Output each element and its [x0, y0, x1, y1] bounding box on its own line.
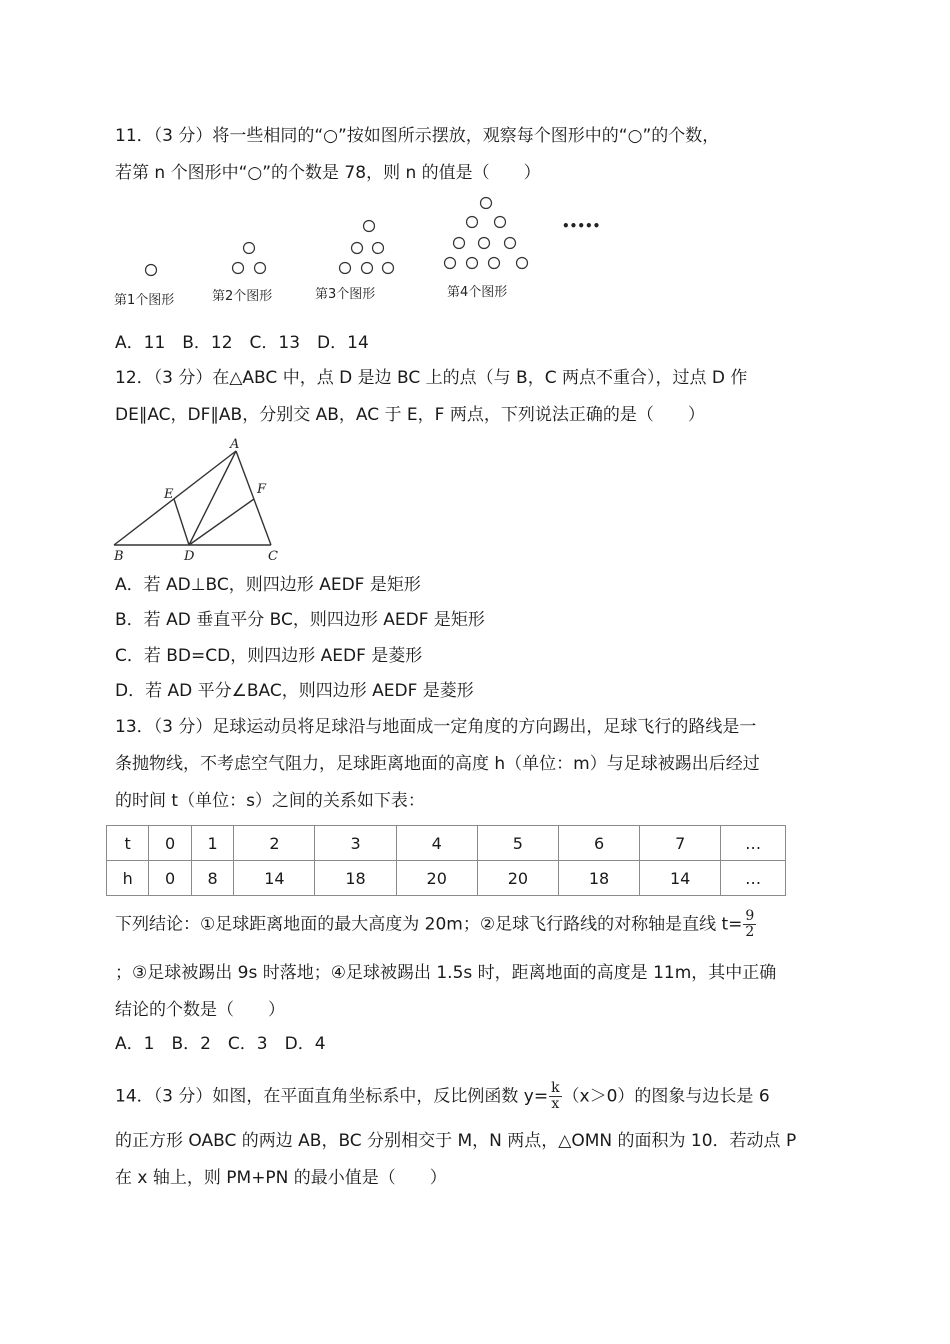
q13-conclusion-text: 下列结论：①足球距离地面的最大高度为 20m；②足球飞行路线的对称轴是直线 t= [115, 914, 743, 935]
pattern-figure-2 [233, 243, 266, 274]
table-cell: 14 [640, 861, 721, 896]
fraction-denominator: x [551, 1096, 560, 1112]
fraction-denominator: 2 [745, 924, 755, 940]
table-row-h [107, 861, 786, 896]
pattern-label-4: 第4个图形 [447, 285, 508, 300]
table-cell: 7 [640, 826, 721, 861]
table-cell: 0 [149, 861, 192, 896]
fraction-numerator: 9 [745, 908, 755, 924]
table-cell: h [107, 861, 149, 896]
q13-conclusion-line3: 结论的个数是（ ） [115, 1000, 285, 1020]
q13-stem-line2: 条抛物线，不考虑空气阻力，足球距离地面的高度 h（单位：m）与足球被踢出后经过 [115, 754, 760, 774]
pattern-label-1: 第1个图形 [114, 293, 175, 308]
q14-stem-pre: 14．（3 分）如图，在平面直角坐标系中，反比例函数 y= [115, 1086, 549, 1107]
point-e-label: E [164, 487, 174, 502]
point-c-label: C [268, 549, 278, 564]
table-cell: 5 [477, 826, 558, 861]
q14-stem-line3: 在 x 轴上，则 PM+PN 的最小值是（ ） [115, 1168, 447, 1188]
table-cell: 20 [396, 861, 477, 896]
pattern-label-2: 第2个图形 [212, 289, 273, 304]
q13-options: A．1 B．2 C．3 D．4 [115, 1034, 326, 1054]
table-cell: 18 [315, 861, 396, 896]
pattern-figure-3 [340, 221, 394, 274]
q12-triangle-figure [108, 436, 298, 566]
table-cell: 2 [234, 826, 315, 861]
point-d-label: D [184, 549, 195, 564]
fraction-k-over-x [549, 1081, 561, 1112]
table-cell: … [721, 826, 786, 861]
table-cell: 4 [396, 826, 477, 861]
q13-data-table [106, 825, 786, 896]
pattern-ellipsis: ••••• [562, 219, 601, 233]
q11-circle-pattern-figure [108, 192, 608, 312]
table-cell: 14 [234, 861, 315, 896]
point-f-label: F [257, 482, 267, 497]
table-row-t [107, 826, 786, 861]
q11-stem-line1: 11．（3 分）将一些相同的“○”按如图所示摆放，观察每个图形中的“○”的个数， [115, 126, 720, 146]
table-cell: 1 [191, 826, 234, 861]
q12-option-b: B．若 AD 垂直平分 BC，则四边形 AEDF 是矩形 [115, 610, 485, 630]
pattern-figure-1 [146, 265, 157, 276]
pattern-label-3: 第3个图形 [315, 287, 376, 302]
table-cell: 8 [191, 861, 234, 896]
table-cell: 3 [315, 826, 396, 861]
q12-option-a: A．若 AD⊥BC，则四边形 AEDF 是矩形 [115, 575, 421, 595]
q12-stem-line2: DE∥AC，DF∥AB，分别交 AB，AC 于 E，F 两点，下列说法正确的是（ ） [115, 405, 705, 425]
q12-option-d: D．若 AD 平分∠BAC，则四边形 AEDF 是菱形 [115, 681, 474, 701]
fraction-nine-halves [743, 909, 756, 940]
q13-stem-line3: 的时间 t（单位：s）之间的关系如下表： [115, 791, 425, 811]
point-a-label: A [230, 437, 240, 452]
pattern-figure-4 [445, 198, 528, 269]
q11-options: A．11 B．12 C．13 D．14 [115, 333, 369, 353]
q13-conclusion-line2: ；③足球被踢出 9s 时落地；④足球被踢出 1.5s 时，距离地面的高度是 11m，其中正确 [115, 963, 777, 983]
table-cell: t [107, 826, 149, 861]
table-cell: 18 [558, 861, 639, 896]
q11-stem-line2: 若第 n 个图形中“○”的个数是 78，则 n 的值是（ ） [115, 163, 541, 183]
q12-option-c: C．若 BD=CD，则四边形 AEDF 是菱形 [115, 646, 423, 666]
q14-stem-line1 [115, 1081, 770, 1112]
q13-stem-line1: 13．（3 分）足球运动员将足球沿与地面成一定角度的方向踢出，足球飞行的路线是一 [115, 717, 757, 737]
table-cell: 0 [149, 826, 192, 861]
point-b-label: B [114, 549, 124, 564]
table-cell: 20 [477, 861, 558, 896]
table-cell: 6 [558, 826, 639, 861]
q14-stem-post: （x＞0）的图象与边长是 6 [562, 1086, 770, 1107]
table-cell: … [721, 861, 786, 896]
q12-stem-line1: 12．（3 分）在△ABC 中，点 D 是边 BC 上的点（与 B，C 两点不重合），过点 D 作 [115, 368, 748, 388]
q13-conclusion-line1 [115, 909, 757, 940]
q14-stem-line2: 的正方形 OABC 的两边 AB，BC 分别相交于 M，N 两点，△OMN 的面积为 10．若动点 P [115, 1131, 797, 1151]
fraction-numerator: k [551, 1080, 560, 1096]
